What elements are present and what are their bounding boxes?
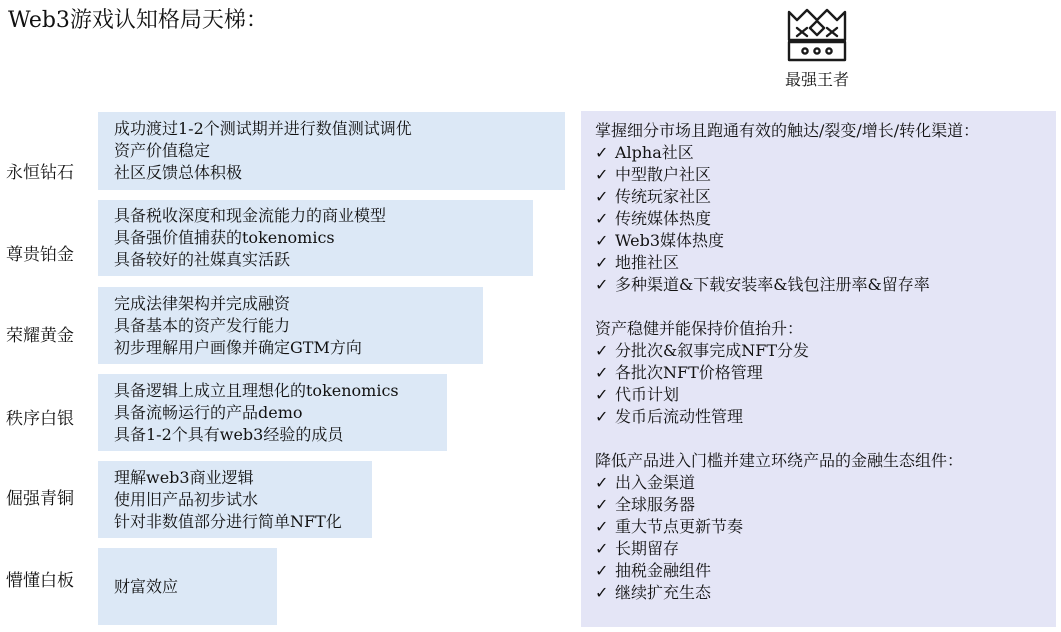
check-item <box>595 494 1056 516</box>
tier-line: 成功渡过1-2个测试期并进行数值测试调优 <box>114 119 412 138</box>
tier-line: 资产价值稳定 <box>114 141 211 160</box>
check-item-label: 重大节点更新节奏 <box>615 517 744 536</box>
tier-line: 具备较好的社媒真实活跃 <box>114 250 291 269</box>
check-item-label: 抽税金融组件 <box>615 561 712 580</box>
check-icon: ✓ <box>595 517 609 536</box>
check-item <box>595 274 1056 296</box>
check-icon: ✓ <box>595 495 609 514</box>
check-item-label: Alpha社区 <box>615 143 694 162</box>
check-icon: ✓ <box>595 385 609 404</box>
tier-line: 具备逻辑上成立且理想化的tokenomics <box>114 380 399 400</box>
check-item <box>595 516 1056 538</box>
check-item <box>595 340 1056 362</box>
check-icon: ✓ <box>595 583 609 602</box>
section-heading: 掌握细分市场且跑通有效的触达/裂变/增长/转化渠道： <box>595 121 980 140</box>
check-item-label: 多种渠道&下载安装率&钱包注册率&留存率 <box>615 275 930 294</box>
requirements-panel <box>581 111 1056 627</box>
check-item <box>595 252 1056 274</box>
check-item <box>595 230 1056 252</box>
check-icon: ✓ <box>595 407 609 426</box>
check-item <box>595 164 1056 186</box>
check-icon: ✓ <box>595 363 609 382</box>
check-icon: ✓ <box>595 253 609 272</box>
tier-label-platinum: 尊贵铂金 <box>6 245 74 265</box>
section-heading: 降低产品进入门槛并建立环绕产品的金融生态组件： <box>595 451 964 470</box>
check-icon: ✓ <box>595 231 609 250</box>
check-icon: ✓ <box>595 143 609 162</box>
check-item-label: 发币后流动性管理 <box>615 407 744 426</box>
check-icon: ✓ <box>595 561 609 580</box>
check-item-label: 各批次NFT价格管理 <box>615 363 763 382</box>
tier-label-bronze: 倔强青铜 <box>6 489 74 509</box>
check-icon: ✓ <box>595 209 609 228</box>
tier-box-silver <box>98 374 447 451</box>
tier-line: 针对非数值部分进行简单NFT化 <box>114 511 342 531</box>
tier-box-platinum <box>98 200 533 276</box>
tier-label-diamond: 永恒钻石 <box>6 163 74 183</box>
check-item <box>595 142 1056 164</box>
tier-line: 初步理解用户画像并确定GTM方向 <box>114 337 362 357</box>
section-spacer <box>595 428 1056 450</box>
tier-line: 具备流畅运行的产品demo <box>114 402 303 422</box>
crown-label: 最强王者 <box>784 70 849 89</box>
check-item-label: 长期留存 <box>615 539 680 558</box>
check-item <box>595 362 1056 384</box>
check-item <box>595 538 1056 560</box>
check-item <box>595 582 1056 604</box>
page-title: Web3游戏认知格局天梯： <box>8 8 268 33</box>
section-spacer <box>595 296 1056 318</box>
tier-line: 使用旧产品初步试水 <box>114 489 259 509</box>
check-item-label: 出入金渠道 <box>615 473 696 492</box>
check-item-label: 传统媒体热度 <box>615 209 712 228</box>
crown-badge <box>778 6 856 96</box>
tier-line: 社区反馈总体积极 <box>114 163 243 182</box>
tier-line: 具备税收深度和现金流能力的商业模型 <box>114 206 387 225</box>
tier-label-silver: 秩序白银 <box>6 409 74 429</box>
check-icon: ✓ <box>595 539 609 558</box>
tier-box-diamond <box>98 112 565 190</box>
check-icon: ✓ <box>595 473 609 492</box>
check-icon: ✓ <box>595 275 609 294</box>
tier-box-gold <box>98 287 483 364</box>
tier-line: 具备强价值捕获的tokenomics <box>114 228 335 247</box>
check-item-label: 地推社区 <box>615 253 680 272</box>
check-item-label: 继续扩充生态 <box>615 583 712 602</box>
check-item-label: 中型散户社区 <box>615 165 712 184</box>
check-icon: ✓ <box>595 341 609 360</box>
check-icon: ✓ <box>595 187 609 206</box>
check-item <box>595 406 1056 428</box>
section-heading: 资产稳健并能保持价值抬升： <box>595 319 804 338</box>
tier-line: 财富效应 <box>114 576 179 596</box>
check-item-label: 传统玩家社区 <box>615 187 712 206</box>
tier-box-blank <box>98 548 277 625</box>
tier-line: 具备基本的资产发行能力 <box>114 315 291 335</box>
tier-line: 完成法律架构并完成融资 <box>114 293 291 313</box>
check-item-label: 分批次&叙事完成NFT分发 <box>615 341 810 360</box>
check-item-label: Web3媒体热度 <box>615 231 725 250</box>
tier-line: 理解web3商业逻辑 <box>114 467 254 487</box>
check-icon: ✓ <box>595 165 609 184</box>
check-item <box>595 208 1056 230</box>
tier-label-gold: 荣耀黄金 <box>6 326 74 346</box>
check-item <box>595 186 1056 208</box>
check-item-label: 代币计划 <box>615 385 680 404</box>
tier-box-bronze <box>98 461 372 538</box>
check-item <box>595 472 1056 494</box>
tier-line: 具备1-2个具有web3经验的成员 <box>114 424 344 444</box>
check-item-label: 全球服务器 <box>615 495 696 514</box>
check-item <box>595 560 1056 582</box>
tier-label-blank: 懵懂白板 <box>6 571 74 591</box>
crown-icon <box>785 6 849 64</box>
check-item <box>595 384 1056 406</box>
